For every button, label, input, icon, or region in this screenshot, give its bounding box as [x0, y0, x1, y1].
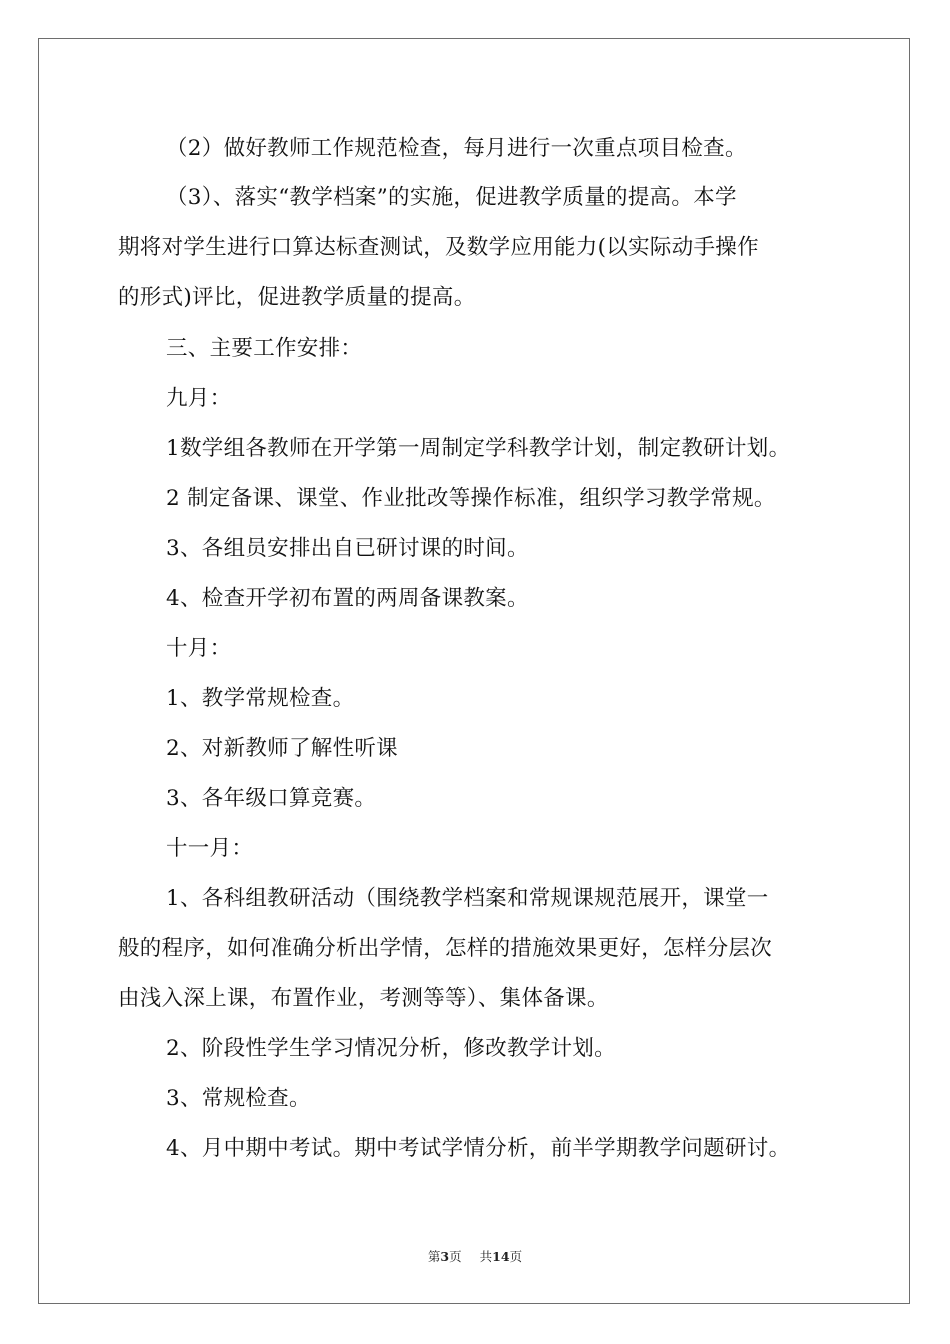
list-item: 1、教学常规检查。 — [166, 686, 355, 711]
list-item: 3、各年级口算竞赛。 — [166, 786, 377, 811]
list-item: 2、阶段性学生学习情况分析，修改教学计划。 — [166, 1036, 616, 1061]
list-item: 3、常规检查。 — [166, 1086, 311, 1111]
page-border — [38, 38, 910, 1304]
paragraph-line: 般的程序，如何准确分析出学情，怎样的措施效果更好，怎样分层次 — [118, 936, 773, 961]
paragraph-line: 的形式)评比，促进教学质量的提高。 — [118, 285, 476, 310]
list-item: 1数学组各教师在开学第一周制定学科教学计划，制定教研计划。 — [166, 436, 791, 461]
section-heading: 三、主要工作安排： — [166, 336, 363, 361]
total-prefix: 共 — [479, 1249, 493, 1264]
page-suffix: 页 — [449, 1249, 462, 1264]
month-heading: 九月： — [166, 386, 232, 411]
list-item: 2、对新教师了解性听课 — [166, 736, 398, 761]
list-item: 4、月中期中考试。期中考试学情分析，前半学期教学问题研讨。 — [166, 1136, 791, 1161]
list-item: 3、各组员安排出自已研讨课的时间。 — [166, 536, 529, 561]
paragraph-line: （3）、落实“教学档案”的实施，促进教学质量的提高。本学 — [166, 185, 737, 210]
total-suffix: 页 — [509, 1249, 523, 1264]
list-item: 4、检查开学初布置的两周备课教案。 — [166, 586, 529, 611]
paragraph-line: 由浅入深上课，布置作业，考测等等）、集体备课。 — [118, 986, 609, 1011]
paragraph-line: 期将对学生进行口算达标查测试，及数学应用能力(以实际动手操作 — [118, 235, 759, 260]
list-item: 1、各科组教研活动（围绕教学档案和常规课规范展开，课堂一 — [166, 886, 769, 911]
month-heading: 十一月： — [166, 836, 254, 861]
total-pages: 14 — [492, 1249, 510, 1264]
list-item: 2 制定备课、课堂、作业批改等操作标准，组织学习教学常规。 — [166, 486, 776, 511]
page-prefix: 第 — [427, 1249, 441, 1264]
paragraph-line: （2）做好教师工作规范检查，每月进行一次重点项目检查。 — [166, 136, 747, 161]
page-footer — [0, 1247, 950, 1265]
month-heading: 十月： — [166, 636, 232, 661]
page-number: 3 — [440, 1249, 450, 1264]
